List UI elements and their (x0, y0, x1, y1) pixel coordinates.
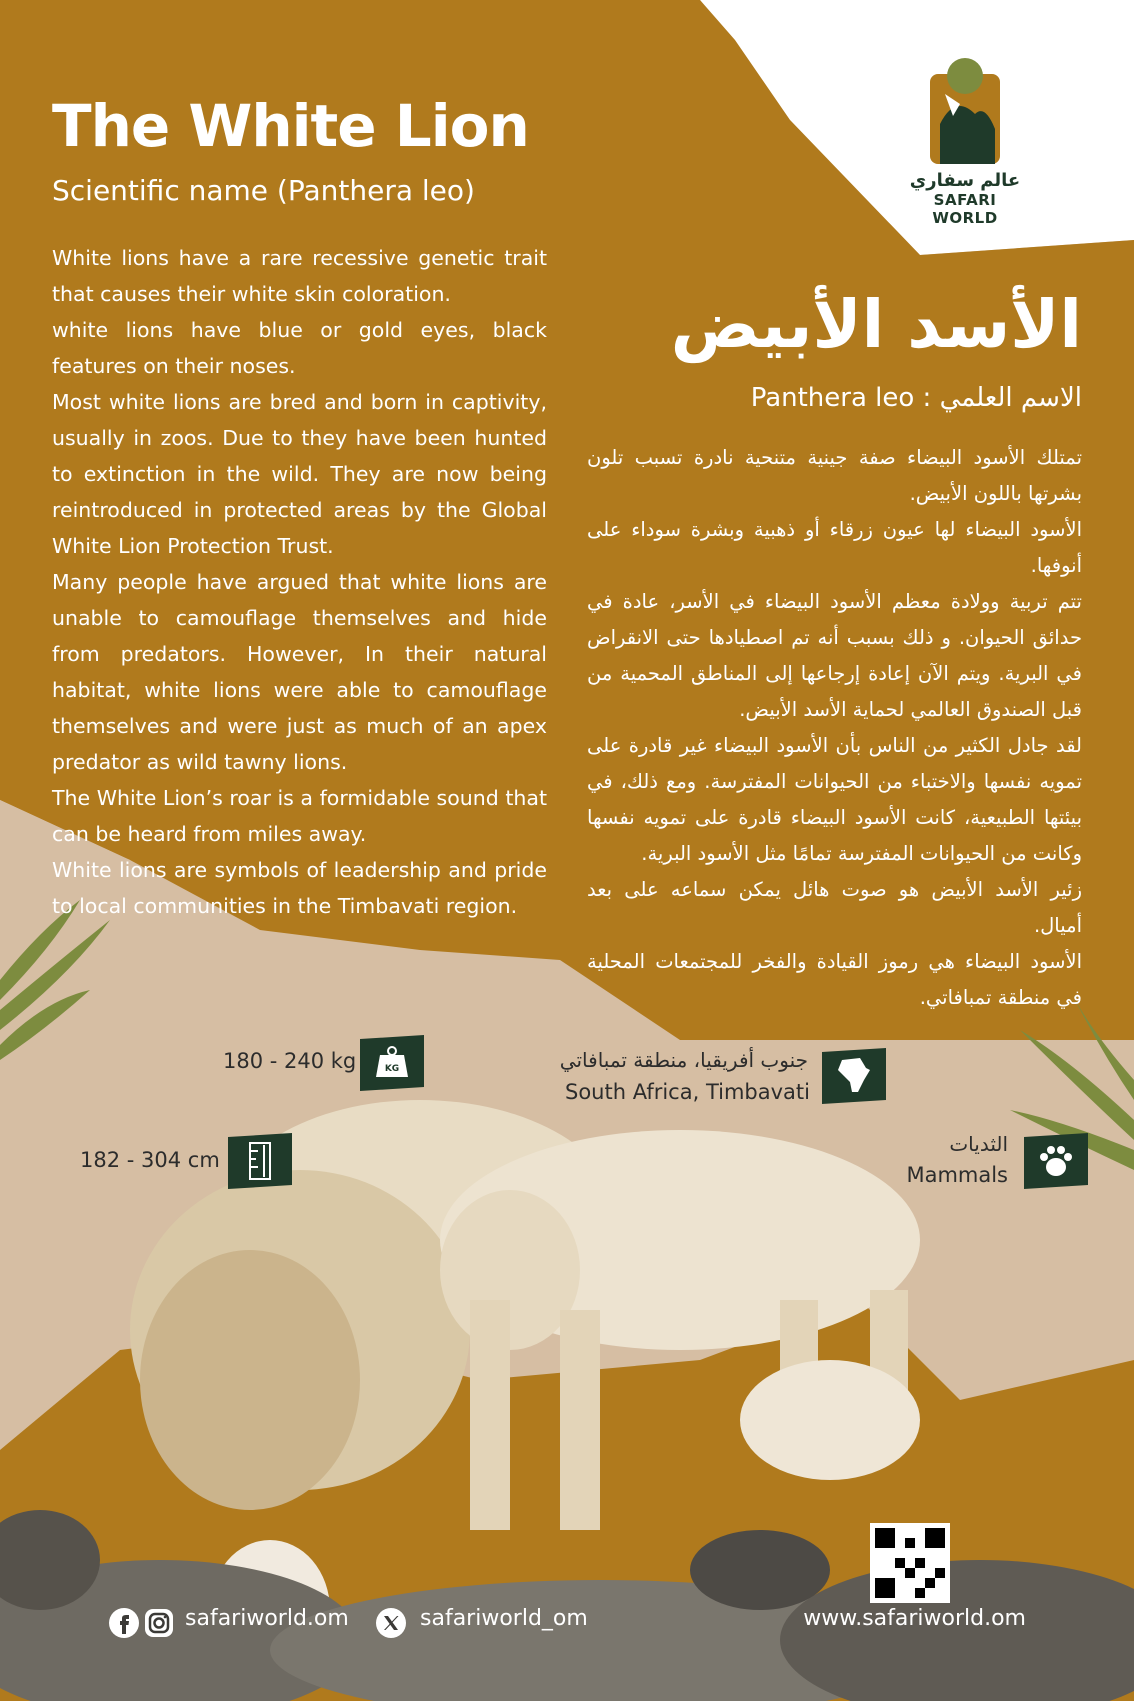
facebook-icon[interactable] (108, 1607, 140, 1639)
weight-icon-label: KG (384, 1064, 400, 1074)
english-paragraph: white lions have blue or gold eyes, black features on their noses. (52, 318, 547, 378)
english-title: The White Lion (52, 92, 529, 160)
english-paragraph: Most white lions are bred and born in captivity, usually in zoos. Due to they have been hunted to extinction in the wild. They are now being reintroduced in protected areas by the Global White Lion Protection Trust. (52, 390, 547, 558)
africa-map-icon (822, 1048, 886, 1104)
arabic-paragraph: لقد جادل الكثير من الناس بأن الأسود البيضاء غير قادرة على تمويه نفسها والاختباء من الحيوانات المفترسة. ومع ذلك، في بيئتها الطبيعية، كانت الأسود البيضاء قادرة على تمويه نفسها وكانت من الحيوانات المفترسة تمامًا مثل الأسود البرية. (587, 734, 1082, 865)
arabic-title: الأسد الأبيض (670, 286, 1082, 363)
qr-code[interactable] (870, 1523, 950, 1603)
english-paragraph: The White Lion’s roar is a formidable sound that can be heard from miles away. (52, 786, 547, 846)
weight-value: 180 - 240 kg (223, 1049, 357, 1073)
arabic-paragraph: تمتلك الأسود البيضاء صفة جينية متنحية نادرة تسبب تلون بشرتها باللون الأبيض. (587, 446, 1082, 505)
website-link[interactable]: www.safariworld.om (803, 1606, 1026, 1631)
english-paragraph: White lions have a rare recessive genetic trait that causes their white skin coloration. (52, 246, 547, 306)
location-arabic: جنوب أفريقيا، منطقة تمبافاتي (559, 1048, 808, 1072)
weight-icon (360, 1035, 424, 1091)
logo-emblem-icon (925, 54, 1005, 164)
english-scientific-name: Scientific name (Panthera leo) (52, 174, 475, 207)
class-arabic: الثديات (949, 1132, 1008, 1156)
class-english: Mammals (906, 1163, 1008, 1187)
facebook-instagram-handle[interactable]: safariworld.om (185, 1606, 349, 1631)
x-icon[interactable] (375, 1607, 407, 1639)
arabic-description (587, 440, 1082, 1016)
logo-arabic-text: عالم سفاري (909, 170, 1021, 191)
instagram-icon[interactable] (143, 1607, 175, 1639)
arabic-paragraph: تتم تربية وولادة معظم الأسود البيضاء في الأسر، عادة في حدائق الحيوان. و ذلك بسبب أنه تم اصطيادها حتى الانقراض في البرية. ويتم الآن إعادة إرجاعها إلى المناطق المحمية من قبل الصندوق العالمي لحماية الأسد الأبيض. (587, 590, 1082, 721)
arabic-scientific-name: الاسم العلمي : Panthera leo (750, 383, 1082, 413)
arabic-paragraph: زئير الأسد الأبيض هو صوت هائل يمكن سماعه على بعد أميال. (587, 878, 1082, 937)
ruler-icon (228, 1133, 292, 1189)
english-paragraph: White lions are symbols of leadership and pride to local communities in the Timbavati region. (52, 858, 547, 918)
location-english: South Africa, Timbavati (565, 1080, 810, 1104)
arabic-paragraph: الأسود البيضاء لها عيون زرقاء أو ذهبية وبشرة سوداء على أنوفها. (587, 518, 1082, 577)
logo-english-text: SAFARI WORLD (932, 191, 998, 227)
paw-icon (1024, 1133, 1088, 1189)
english-description (52, 240, 547, 924)
arabic-paragraph: الأسود البيضاء هي رموز القيادة والفخر للمجتمعات المحلية في منطقة تمبافاتي. (587, 950, 1082, 1009)
length-value: 182 - 304 cm (80, 1148, 220, 1172)
safari-world-logo (900, 54, 1030, 227)
x-handle[interactable]: safariworld_om (420, 1606, 588, 1631)
english-paragraph: Many people have argued that white lions are unable to camouflage themselves and hide from predators. However, In their natural habitat, white lions were able to camouflage themselves and were just as much of an apex predator as wild tawny lions. (52, 570, 547, 774)
qr-code-icon (875, 1528, 945, 1598)
